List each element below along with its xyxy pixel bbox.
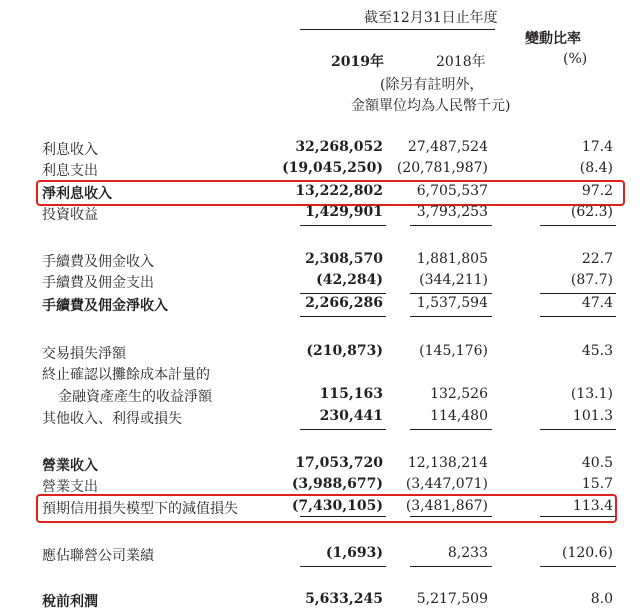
row-label: 交易損失淨額 xyxy=(42,346,126,362)
section-rule xyxy=(410,225,492,226)
section-rule xyxy=(540,566,616,567)
value-2018: (145,176) xyxy=(419,343,488,359)
row-label-continued: 金融資產產生的收益淨額 xyxy=(58,389,212,405)
subtotal-rule xyxy=(410,293,492,294)
value-2019: 32,268,052 xyxy=(295,139,383,155)
value-2018: 132,526 xyxy=(430,386,488,402)
unit-note-line2: 金額單位均為人民幣千元) xyxy=(351,98,511,114)
value-2018: 3,793,253 xyxy=(416,204,488,220)
value-2018: (3,481,867) xyxy=(405,498,488,514)
value-2018: 114,480 xyxy=(430,408,488,424)
row-label: 終止確認以攤餘成本計量的 xyxy=(42,367,210,383)
row-label: 應佔聯營公司業績 xyxy=(42,548,154,564)
change-percent: 97.2 xyxy=(581,183,613,199)
value-2018: 5,217,509 xyxy=(416,591,488,607)
section-rule xyxy=(540,225,616,226)
unit-note-line1: (除另有註明外， xyxy=(380,77,484,93)
row-label: 手續費及佣金支出 xyxy=(42,275,154,291)
section-rule xyxy=(540,516,616,517)
change-percent: 47.4 xyxy=(581,295,613,311)
value-2018: 8,233 xyxy=(447,545,488,561)
value-2019: 115,163 xyxy=(319,386,383,402)
value-2018: (3,447,071) xyxy=(405,476,488,492)
value-2019: (42,284) xyxy=(316,272,383,288)
change-percent: 40.5 xyxy=(581,455,613,471)
subtotal-rule xyxy=(540,293,616,294)
value-2019: 2,266,286 xyxy=(305,295,383,311)
change-ratio-title: 變動比率 xyxy=(525,31,581,47)
column-header-2019: 2019年 xyxy=(331,54,384,70)
change-percent: 45.3 xyxy=(581,343,613,359)
row-label: 手續費及佣金收入 xyxy=(42,254,154,270)
row-label: 手續費及佣金淨收入 xyxy=(42,298,168,314)
value-2019: 13,222,802 xyxy=(295,183,383,199)
section-rule xyxy=(410,516,492,517)
value-2019: (7,430,105) xyxy=(291,498,383,514)
value-2018: (20,781,987) xyxy=(396,160,488,176)
change-percent: 22.7 xyxy=(581,251,613,267)
change-percent: (120.6) xyxy=(561,545,613,561)
value-2018: (344,211) xyxy=(419,272,488,288)
value-2019: (3,988,677) xyxy=(291,476,383,492)
row-label: 營業支出 xyxy=(42,479,98,495)
value-2019: 17,053,720 xyxy=(295,455,383,471)
section-rule xyxy=(300,429,386,430)
section-rule xyxy=(300,316,386,317)
row-label: 營業收入 xyxy=(42,458,98,474)
subtotal-rule xyxy=(300,293,386,294)
row-label: 稅前利潤 xyxy=(42,594,98,610)
value-2018: 1,537,594 xyxy=(416,295,488,311)
row-label: 利息收入 xyxy=(42,142,98,158)
period-header-rule xyxy=(300,29,495,30)
row-label: 其他收入、利得或損失 xyxy=(42,411,182,427)
value-2018: 12,138,214 xyxy=(407,455,488,471)
change-percent: 101.3 xyxy=(572,408,613,424)
section-rule xyxy=(410,316,492,317)
section-rule xyxy=(410,429,492,430)
value-2018: 27,487,524 xyxy=(407,139,488,155)
value-2019: 1,429,901 xyxy=(305,204,383,220)
change-percent: (8.4) xyxy=(579,160,613,176)
value-2019: (19,045,250) xyxy=(282,160,383,176)
row-label: 預期信用損失模型下的減值損失 xyxy=(42,501,238,517)
section-rule xyxy=(410,566,492,567)
section-rule xyxy=(300,225,386,226)
row-label: 投資收益 xyxy=(42,207,98,223)
column-header-2018: 2018年 xyxy=(436,54,486,70)
value-2018: 6,705,537 xyxy=(416,183,488,199)
row-label: 淨利息收入 xyxy=(42,186,112,202)
change-percent: 15.7 xyxy=(581,476,613,492)
value-2019: (1,693) xyxy=(325,545,383,561)
period-header: 截至12月31日止年度 xyxy=(364,10,498,26)
row-label: 利息支出 xyxy=(42,163,98,179)
section-rule xyxy=(300,516,386,517)
change-percent: 113.4 xyxy=(572,498,613,514)
section-rule xyxy=(540,429,616,430)
change-unit: (%) xyxy=(563,51,588,67)
section-rule xyxy=(540,316,616,317)
value-2019: (210,873) xyxy=(306,343,383,359)
change-percent: (62.3) xyxy=(570,204,613,220)
section-rule xyxy=(300,566,386,567)
value-2019: 230,441 xyxy=(319,408,383,424)
value-2019: 2,308,570 xyxy=(305,251,383,267)
change-percent: 17.4 xyxy=(581,139,613,155)
value-2018: 1,881,805 xyxy=(416,251,488,267)
change-percent: (87.7) xyxy=(570,272,613,288)
change-percent: (13.1) xyxy=(570,386,613,402)
value-2019: 5,633,245 xyxy=(305,591,383,607)
change-percent: 8.0 xyxy=(590,591,613,607)
